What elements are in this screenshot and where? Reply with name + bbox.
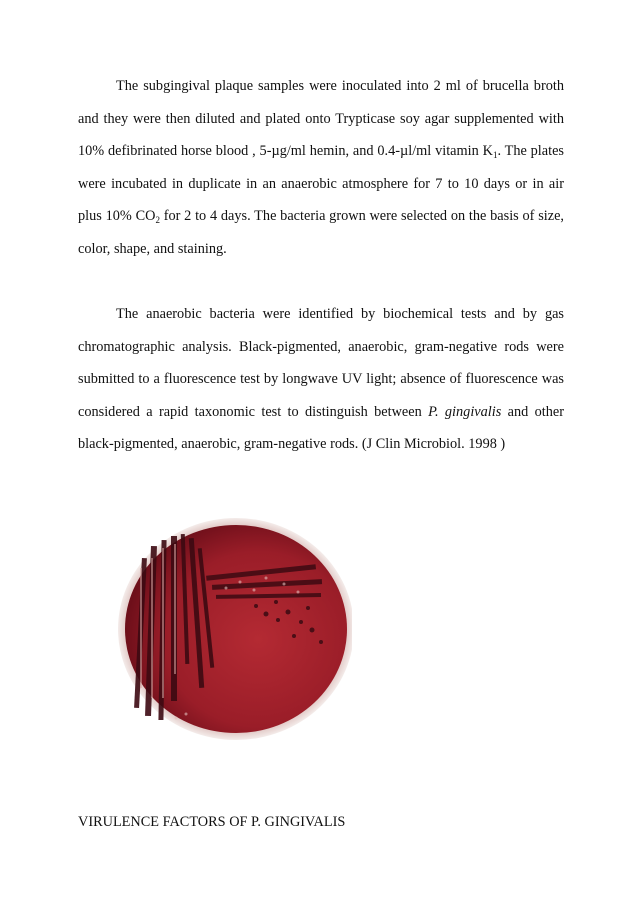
p1-subscript-1: 1 bbox=[492, 150, 498, 161]
p1-text-1: The subgingival plaque samples were inoculated into 2 ml of brucella broth and they were then diluted and plated onto Trypticase soy agar supplemented with 10% defibrinated horse blood , 5-µg/ml hemin, and 0.4-µl/ml vitamin K bbox=[78, 78, 564, 160]
p1-text-2: . The plates were incubated in duplicate in an anaerobic atmosphere for 7 to 10 days or in air plus 10% CO bbox=[78, 143, 564, 225]
p2-text-2: and other black-pigmented, anaerobic, gram-negative rods. (J Clin Microbiol. 1998 ) bbox=[78, 403, 564, 453]
p1-text-3: for 2 to 4 days. The bacteria grown were selected on the basis of size, color, shape, and staining. bbox=[78, 208, 564, 257]
p2-species-name: P. gingivalis bbox=[428, 403, 502, 420]
petri-dish-illustration bbox=[116, 518, 352, 740]
paragraph-culture-method bbox=[78, 70, 564, 266]
blood-agar-plate-photo bbox=[116, 518, 352, 740]
section-heading: VIRULENCE FACTORS OF P. GINGIVALIS bbox=[78, 814, 346, 830]
paragraph-identification bbox=[78, 298, 564, 461]
p2-text-1: The anaerobic bacteria were identified by biochemical tests and by gas chromatographic analysis. Black-pigmented, anaerobic, gram-negative rods were submitted to a fluorescence test by longwave UV light; absence of fluorescence was considered a rapid taxonomic test to distinguish between bbox=[78, 306, 564, 420]
p1-subscript-2: 2 bbox=[155, 215, 160, 226]
